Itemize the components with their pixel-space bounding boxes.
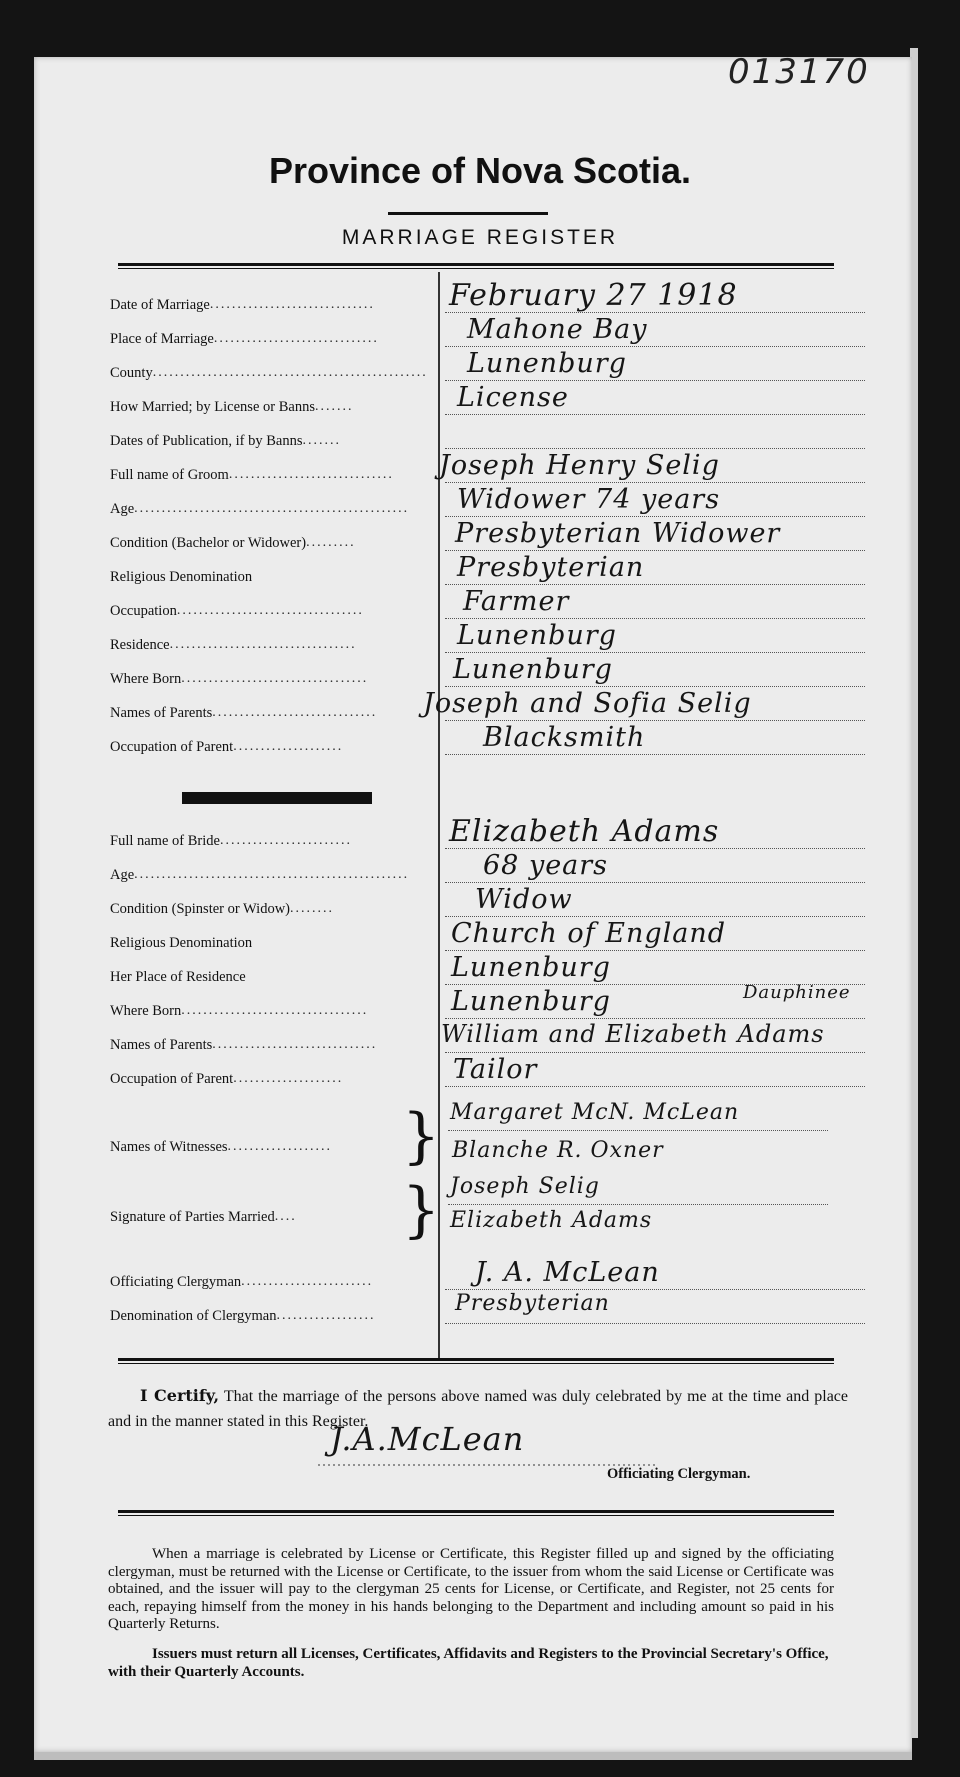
field-value: Presbyterian Widower [445,520,865,551]
issuers-instructions-paragraph: Issuers must return all Licenses, Certificates, Affidavits and Registers to the Provincial Secretary's Office, with their Quarterly Accounts. [108,1646,829,1680]
field-value: William and Elizabeth Adams [445,1022,865,1053]
field-label-row: Occupation of Parent .................... [110,1070,344,1087]
field-label-row: How Married; by License or Banns ....... [110,398,354,415]
field-value: Elizabeth Adams [445,818,865,849]
top-rule-thin [118,268,834,269]
officiating-clergyman-label: Officiating Clergyman. [607,1466,751,1482]
field-value: Blacksmith [445,724,865,755]
field-value: Lunenburg [445,954,865,985]
field-label-row: Occupation .................................. [110,602,364,619]
field-label-row: Place of Marriage .............................. [110,330,379,347]
field-value: February 27 1918 [445,282,865,313]
field-label-row: Age .................................................. [110,500,410,517]
field-label-row: Date of Marriage .............................. [110,296,375,313]
field-value: Joseph Henry Selig [445,452,865,483]
field-label-row: Religious Denomination [110,934,253,951]
witness-2: Blanche R. Oxner [452,1138,664,1163]
top-rule [118,263,834,266]
page-title: Province of Nova Scotia. [268,150,692,191]
witness-1: Margaret McN. McLean [448,1100,828,1131]
parties-brace: } [402,1175,441,1245]
bottom-rule [118,1510,834,1513]
field-value: Church of England [445,920,865,951]
field-value: Mahone Bay [445,316,865,347]
field-value [445,418,865,449]
field-value: Tailor [445,1056,865,1087]
witnesses-brace: } [402,1101,441,1171]
document-number: 013170 [728,52,870,92]
field-label-row: Condition (Spinster or Widow) ........ [110,900,334,917]
field-label-row: Full name of Groom .............................. [110,466,394,483]
field-value: Lunenburg [445,622,865,653]
field-label-row: County .................................................. [110,364,428,381]
party-signature-bride: Elizabeth Adams [450,1208,653,1233]
field-label-row: Residence .................................. [110,636,357,653]
field-value: Lunenburg Dauphinee [445,988,865,1019]
mid-rule [118,1358,834,1361]
field-label-row: Where Born .................................. [110,1002,369,1019]
field-label-row: Condition (Bachelor or Widower) ......... [110,534,356,551]
field-value: Lunenburg [445,350,865,381]
field-value: Joseph and Sofia Selig [445,690,865,721]
clergyman-signature: J.A.McLean [330,1420,525,1458]
field-label-row: Dates of Publication, if by Banns ....... [110,432,342,449]
field-label-row: Names of Parents .............................. [110,704,378,721]
field-value: Farmer [445,588,865,619]
instructions-paragraph: When a marriage is celebrated by License or Certificate, this Register filled up and signed by the officiating clergyman, must be returned with the License or Certificate, to the issuer from whom the said License or Certificate was obtained, and the issuer will pay to the clergyman 25 cents for License, or Certificate, and Register, not 25 cents for each, repaying himself from the money in his hands belonging to the Department and including amount so paid in his Quarterly Returns. [108,1546,834,1632]
field-label-row: Religious Denomination [110,568,253,585]
field-value: Presbyterian [445,1293,865,1324]
field-value: 68 years [445,852,865,883]
field-label-row: Denomination of Clergyman .................. [110,1307,376,1324]
field-label-row: Officiating Clergyman ........................ [110,1273,374,1290]
field-value: Lunenburg [445,656,865,687]
field-label-row: Age .................................................. [110,866,410,883]
field-label-row: Full name of Bride ........................ [110,832,352,849]
field-value: Presbyterian [445,554,865,585]
witnesses-label-row: Names of Witnesses ................... [110,1138,333,1155]
bottom-rule-thin [118,1515,834,1516]
party-signature-groom: Joseph Selig [448,1174,828,1205]
certification-statement: I Certify, That the marriage of the persons above named was duly celebrated by me at the time and place and in the manner stated in this Register. [108,1386,849,1430]
mid-rule-thin [118,1363,834,1364]
field-label-row: Occupation of Parent .................... [110,738,344,755]
bride-section-divider [182,792,372,804]
field-label-row: Her Place of Residence [110,968,246,985]
field-label-row: Names of Parents .............................. [110,1036,378,1053]
field-value: Widow [445,886,865,917]
parties-label-row: Signature of Parties Married .... [110,1208,297,1225]
field-value: J. A. McLean [445,1259,865,1290]
maiden-name-note: Dauphinee [743,982,851,1003]
title-underline [388,212,548,215]
field-label-row: Where Born .................................. [110,670,369,687]
register-subtitle: MARRIAGE REGISTER [341,226,619,249]
field-value: Widower 74 years [445,486,865,517]
field-value: License [445,384,865,415]
